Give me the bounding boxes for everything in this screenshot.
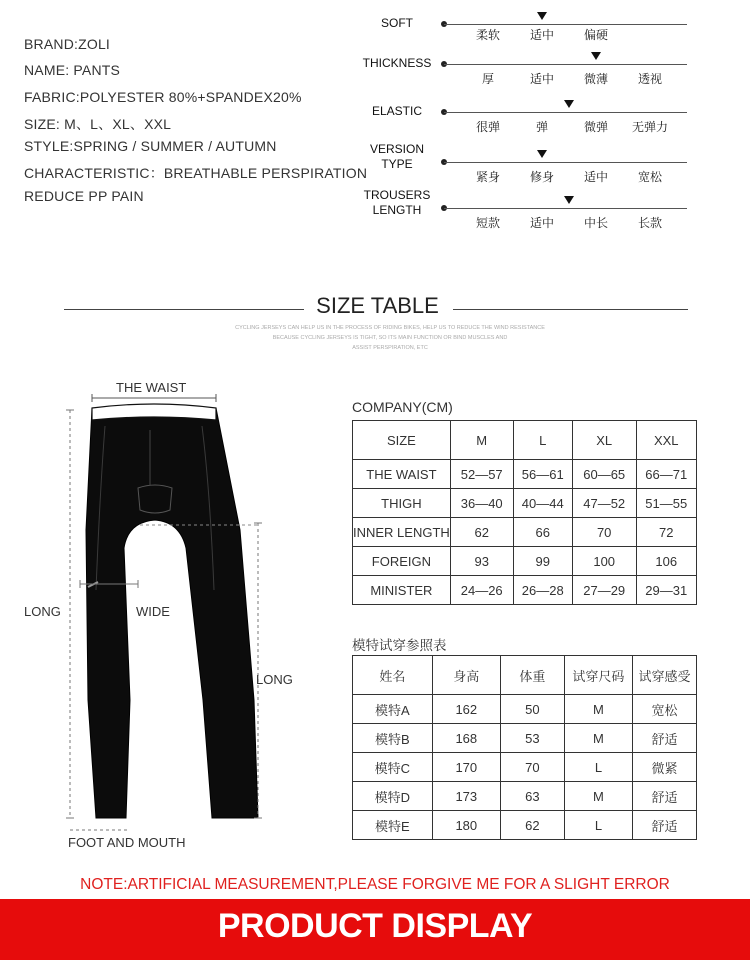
table-cell: L: [513, 421, 572, 460]
table-cell: 66: [513, 518, 572, 547]
size-table-rule-right: [453, 309, 688, 310]
scale-option: 适中: [583, 170, 608, 184]
size-table: [352, 420, 697, 605]
measurement-note: NOTE:ARTIFICIAL MEASUREMENT,PLEASE FORGIVE ME FOR A SLIGHT ERROR: [80, 876, 670, 893]
scale-option: 长款: [637, 216, 662, 230]
dim-foot-label: FOOT AND MOUTH: [68, 835, 186, 850]
scale-option: 适中: [529, 216, 554, 230]
scale-marker: [564, 100, 574, 108]
model-table-caption: 模特试穿参照表: [352, 638, 447, 653]
size-table-subtitle-2: BECAUSE CYCLING JERSEYS IS TIGHT, SO ITS MAIN FUNCTION OR BIND MUSCLES AND: [272, 335, 508, 341]
pants-diagram: [0, 370, 340, 870]
table-cell: 168: [432, 724, 500, 753]
table-row: [353, 576, 697, 605]
table-cell: FOREIGN: [353, 547, 451, 576]
scale-label: VERSION TYPE: [369, 142, 424, 171]
table-cell: 试穿尺码: [564, 656, 632, 695]
table-cell: 模特D: [353, 782, 433, 811]
scale-option: 微薄: [583, 72, 608, 86]
scale-option: 适中: [529, 72, 554, 86]
pants-illustration: [86, 408, 258, 818]
table-cell: 62: [450, 518, 513, 547]
table-cell: M: [564, 695, 632, 724]
table-cell: 体重: [500, 656, 564, 695]
info-style: STYLE:SPRING / SUMMER / AUTUMN: [24, 138, 277, 154]
table-cell: 70: [572, 518, 636, 547]
info-characteristic-2: REDUCE PP PAIN: [24, 188, 144, 204]
table-cell: 170: [432, 753, 500, 782]
pants-waistband: [92, 404, 216, 420]
table-cell: 99: [513, 547, 572, 576]
size-table-title: SIZE TABLE: [316, 293, 439, 318]
table-cell: XXL: [636, 421, 696, 460]
scale-option: 修身: [529, 170, 554, 184]
size-table-caption: COMPANY(CM): [352, 399, 453, 415]
size-table-subtitle-1: CYCLING JERSEYS CAN HELP US IN THE PROCESS OF RIDING BIKES, HELP US TO REDUCE THE WIND RESISTANCE: [235, 325, 545, 331]
table-cell: 模特E: [353, 811, 433, 840]
dim-long-right-label: LONG: [256, 672, 293, 687]
scale-option: 厚: [481, 72, 494, 86]
table-cell: 180: [432, 811, 500, 840]
table-cell: 40—44: [513, 489, 572, 518]
table-cell: 52—57: [450, 460, 513, 489]
dim-waist-label: THE WAIST: [116, 380, 187, 395]
table-row: [353, 518, 697, 547]
chamois-pad: [138, 485, 172, 513]
scale-line: [444, 24, 687, 25]
table-cell: 63: [500, 782, 564, 811]
scale-option: 弹: [535, 120, 548, 134]
table-row: [353, 695, 697, 724]
table-cell: 舒适: [632, 782, 696, 811]
scale-line: [444, 64, 687, 65]
table-cell: 93: [450, 547, 513, 576]
scale-option: 柔软: [475, 28, 500, 42]
dim-wide-label: WIDE: [136, 604, 170, 619]
table-cell: L: [564, 753, 632, 782]
table-cell: SIZE: [353, 421, 451, 460]
table-header-row: [353, 656, 697, 695]
table-row: [353, 782, 697, 811]
table-cell: 宽松: [632, 695, 696, 724]
scale-marker: [591, 52, 601, 60]
table-cell: 舒适: [632, 811, 696, 840]
scale-label: TROUSERS LENGTH: [363, 188, 431, 217]
scale-marker: [537, 150, 547, 158]
table-cell: 162: [432, 695, 500, 724]
table-cell: 26—28: [513, 576, 572, 605]
table-cell: 60—65: [572, 460, 636, 489]
table-cell: 51—55: [636, 489, 696, 518]
product-display-title: PRODUCT DISPLAY: [217, 907, 533, 945]
scale-line: [444, 112, 687, 113]
table-cell: 24—26: [450, 576, 513, 605]
table-cell: 29—31: [636, 576, 696, 605]
table-cell: 模特A: [353, 695, 433, 724]
table-cell: MINISTER: [353, 576, 451, 605]
info-name: NAME: PANTS: [24, 62, 121, 78]
size-table-subtitle-3: ASSIST PERSPIRATION, ETC: [352, 345, 428, 351]
table-cell: 模特C: [353, 753, 433, 782]
info-fabric: FABRIC:POLYESTER 80%+SPANDEX20%: [24, 89, 302, 105]
scale-option: 微弹: [583, 120, 608, 134]
table-cell: 70: [500, 753, 564, 782]
table-cell: 舒适: [632, 724, 696, 753]
table-row: [353, 547, 697, 576]
table-cell: 106: [636, 547, 696, 576]
scale-option: 紧身: [475, 170, 500, 184]
table-cell: 试穿感受: [632, 656, 696, 695]
table-cell: M: [450, 421, 513, 460]
scale-option: 适中: [529, 28, 554, 42]
scale-line: [444, 208, 687, 209]
table-cell: 100: [572, 547, 636, 576]
scale-line: [444, 162, 687, 163]
scale-marker: [537, 12, 547, 20]
scale-option: 透视: [637, 72, 662, 86]
table-row: [353, 753, 697, 782]
table-cell: 66—71: [636, 460, 696, 489]
scale-option: 短款: [475, 216, 500, 230]
table-cell: 身高: [432, 656, 500, 695]
info-brand: BRAND:ZOLI: [24, 36, 111, 52]
table-cell: M: [564, 782, 632, 811]
table-cell: 姓名: [353, 656, 433, 695]
scale-label: SOFT: [381, 16, 413, 30]
info-characteristic: CHARACTERISTIC：BREATHABLE PERSPIRATION: [24, 165, 368, 181]
table-row: [353, 460, 697, 489]
scale-option: 无弹力: [631, 120, 668, 134]
table-row: [353, 489, 697, 518]
table-cell: THE WAIST: [353, 460, 451, 489]
table-cell: L: [564, 811, 632, 840]
table-cell: 56—61: [513, 460, 572, 489]
table-cell: 53: [500, 724, 564, 753]
scale-option: 很弹: [475, 120, 500, 134]
scale-label: ELASTIC: [371, 104, 422, 118]
scale-label: THICKNESS: [362, 56, 432, 70]
table-row: [353, 811, 697, 840]
scale-option: 宽松: [637, 170, 662, 184]
scale-marker: [564, 196, 574, 204]
table-cell: XL: [572, 421, 636, 460]
table-cell: 27—29: [572, 576, 636, 605]
table-cell: 173: [432, 782, 500, 811]
dim-long-left-label: LONG: [24, 604, 61, 619]
info-size: SIZE: M、L、XL、XXL: [24, 116, 172, 132]
size-table-rule-left: [64, 309, 304, 310]
model-table: [352, 655, 697, 840]
table-cell: INNER LENGTH: [353, 518, 451, 547]
table-cell: 模特B: [353, 724, 433, 753]
table-cell: 62: [500, 811, 564, 840]
table-cell: M: [564, 724, 632, 753]
table-cell: 72: [636, 518, 696, 547]
table-header-row: [353, 421, 697, 460]
table-cell: 微紧: [632, 753, 696, 782]
table-row: [353, 724, 697, 753]
table-cell: 50: [500, 695, 564, 724]
table-cell: THIGH: [353, 489, 451, 518]
scale-option: 偏硬: [583, 28, 608, 42]
table-cell: 47—52: [572, 489, 636, 518]
scale-option: 中长: [583, 216, 608, 230]
table-cell: 36—40: [450, 489, 513, 518]
